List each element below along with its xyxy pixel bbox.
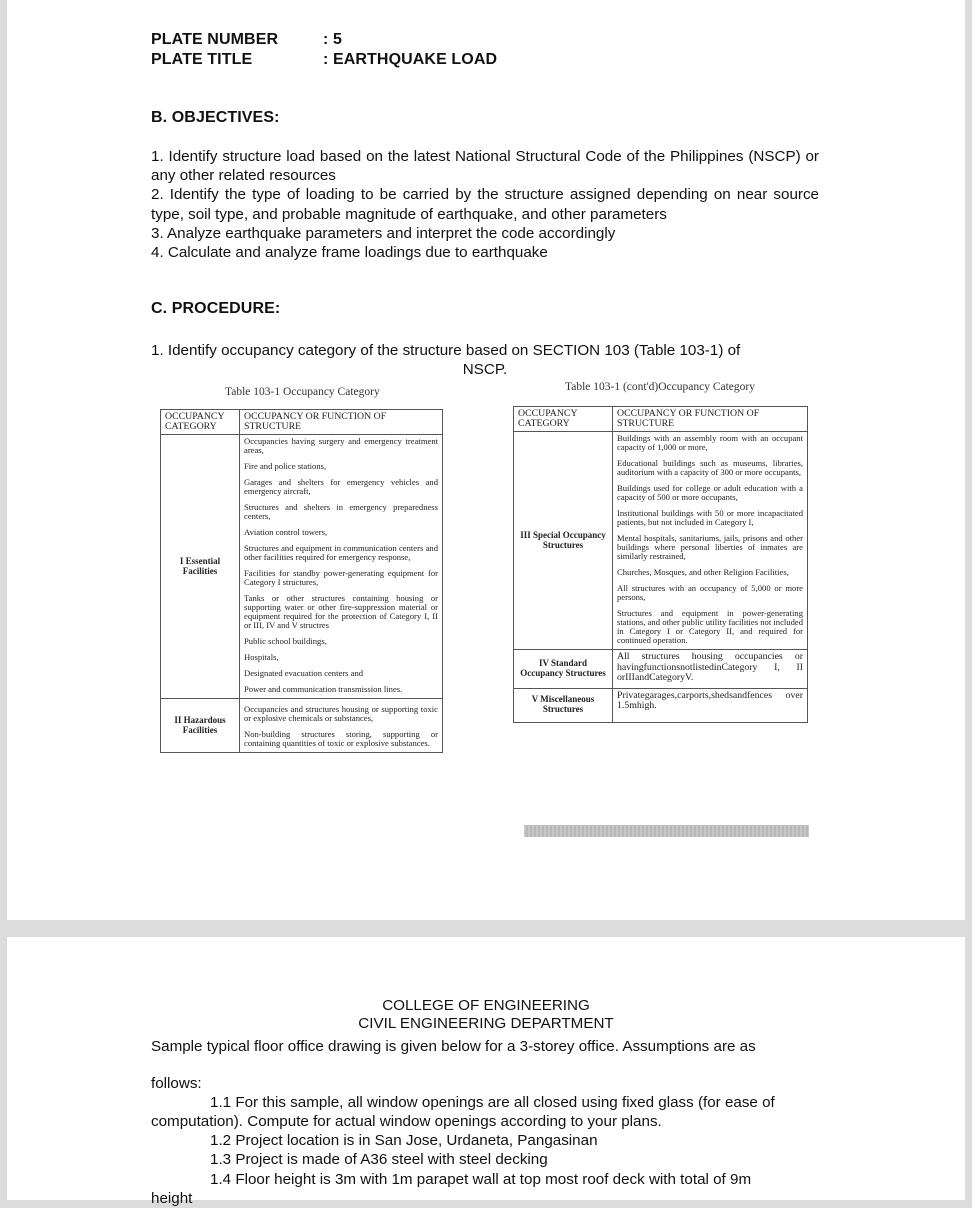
list-item: Privategarages,carports,shedsandfences over 1.5mhigh. (617, 689, 803, 711)
table-left-row-1 (161, 435, 443, 699)
list-item: Churches, Mosques, and other Religion Facilities, (617, 567, 789, 577)
list-item: Structures and equipment in power-generating stations, and other public utility facilities not included in Category I or Category II, and required for continued operation. (617, 608, 803, 645)
intro-follows: follows: (151, 1075, 202, 1092)
department-name: CIVIL ENGINEERING DEPARTMENT (358, 1015, 614, 1032)
assumption-4-line-1: 1.4 Floor height is 3m with 1m parapet wall at top most roof deck with total of 9m (210, 1171, 752, 1188)
table-right-category-2: IV Standard Occupancy Structures (514, 650, 613, 689)
list-item: All structures with an occupancy of 5,000 or more persons, (617, 583, 803, 602)
assumption-1-line-2: computation). Compute for actual window openings according to your plans. (151, 1113, 662, 1130)
procedure-step-1-line-2: NSCP. (462, 361, 508, 379)
assumption-4-line-2: height (151, 1190, 193, 1207)
table-right-row-1 (514, 432, 808, 650)
table-right-title: Table 103-1 (cont'd)Occupancy Category (565, 381, 755, 393)
plate-number-value: : 5 (323, 31, 342, 48)
list-item: Occupancies and structures housing or supporting toxic or explosive chemicals or substances, (244, 704, 438, 723)
occupancy-table-right (513, 406, 808, 723)
assumption-1-line-1: 1.1 For this sample, all window openings are all closed using fixed glass (for ease of (210, 1094, 775, 1111)
procedure-heading: C. PROCEDURE: (151, 300, 281, 317)
list-item: Aviation control towers, (244, 527, 328, 537)
document-page-1 (7, 0, 965, 920)
list-item: Public school buildings, (244, 636, 327, 646)
scan-artifact-bar (524, 825, 809, 837)
procedure-step-1-line-1: 1. Identify occupancy category of the structure based on SECTION 103 (Table 103-1) of (151, 342, 741, 359)
table-left-row-2 (161, 699, 443, 753)
list-item: Educational buildings such as museums, libraries, auditorium with a capacity of 300 or more occupants, (617, 458, 803, 477)
table-right-header-category: OCCUPANCY CATEGORY (514, 407, 613, 432)
college-name: COLLEGE OF ENGINEERING (382, 997, 590, 1014)
objectives-heading: B. OBJECTIVES: (151, 109, 280, 126)
list-item: Fire and police stations, (244, 461, 327, 471)
table-left-header-function: OCCUPANCY OR FUNCTION OF STRUCTURE (240, 410, 443, 435)
table-right-functions-1 (613, 432, 808, 650)
list-item: Mental hospitals, sanitariums, jails, prisons and other buildings where personal liberties of inmates are similarly restrained, (617, 533, 803, 561)
table-right-row-2 (514, 650, 808, 689)
list-item: Structures and equipment in communication centers and other facilities required for emergency response, (244, 543, 438, 562)
plate-title-label: PLATE TITLE (151, 51, 253, 68)
table-left-header-row (161, 410, 443, 435)
list-item: Tanks or other structures containing housing or supporting water or other fire-suppression material or equipment required for the protection of Category I, II or III, IV and V structres (244, 593, 438, 630)
list-item: Power and communication transmission lines. (244, 684, 403, 694)
table-right-functions-3 (613, 688, 808, 722)
list-item: All structures housing occupancies or havingfunctionsnotlistedinCategory I, II orIIIandCategoryV. (617, 651, 803, 683)
document-page-2 (7, 937, 965, 1207)
table-left-title: Table 103-1 Occupancy Category (225, 386, 380, 398)
table-right-header-function: OCCUPANCY OR FUNCTION OF STRUCTURE (613, 407, 808, 432)
list-item: Institutional buildings with 50 or more incapacitated patients, but not included in Category I, (617, 508, 803, 527)
list-item: Hospitals, (244, 652, 279, 662)
table-left-category-2: II Hazardous Facilities (161, 699, 240, 753)
list-item: Buildings with an assembly room with an occupant capacity of 1,000 or more, (617, 433, 803, 452)
list-item: Buildings used for college or adult education with a capacity of 500 or more occupants, (617, 483, 803, 502)
list-item: Facilities for standby power-generating equipment for Category I structures, (244, 568, 438, 587)
table-right-functions-2 (613, 650, 808, 689)
intro-text: Sample typical floor office drawing is given below for a 3-storey office. Assumptions are as (151, 1038, 756, 1055)
objective-item-2: 2. Identify the type of loading to be carried by the structure assigned depending on near source type, soil type, and probable magnitude of earthquake, and other parameters (151, 186, 819, 223)
list-item: Designated evacuation centers and (244, 668, 364, 678)
objectives-list (151, 147, 819, 262)
objective-item-3: 3. Analyze earthquake parameters and interpret the code accordingly (151, 224, 616, 242)
procedure-step-1 (151, 341, 819, 379)
list-item: Structures and shelters in emergency preparedness centers, (244, 502, 438, 521)
table-left-functions-1 (240, 435, 443, 699)
table-right-row-3 (514, 688, 808, 722)
list-item: Garages and shelters for emergency vehicles and emergency aircraft, (244, 477, 438, 496)
table-right-header-row (514, 407, 808, 432)
table-left-functions-2 (240, 699, 443, 753)
table-left-header-category: OCCUPANCY CATEGORY (161, 410, 240, 435)
objective-item-1: 1. Identify structure load based on the latest National Structural Code of the Philippines (NSCP) or any other related resources (151, 148, 819, 185)
plate-number-label: PLATE NUMBER (151, 31, 279, 48)
list-item: Occupancies having surgery and emergency treatment areas, (244, 436, 438, 455)
objective-item-4: 4. Calculate and analyze frame loadings due to earthquake (151, 244, 548, 262)
table-right-category-1: III Special Occupancy Structures (514, 432, 613, 650)
assumption-3: 1.3 Project is made of A36 steel with steel decking (210, 1151, 548, 1168)
occupancy-table-left (160, 409, 443, 753)
table-right-category-3: V Miscellaneous Structures (514, 688, 613, 722)
assumption-2: 1.2 Project location is in San Jose, Urdaneta, Pangasinan (210, 1132, 598, 1149)
list-item: Non-building structures storing, supporting or containing quantities of toxic or explosive substances. (244, 729, 438, 748)
table-left-category-1: I Essential Facilities (161, 435, 240, 699)
plate-title-value: : EARTHQUAKE LOAD (323, 51, 498, 68)
